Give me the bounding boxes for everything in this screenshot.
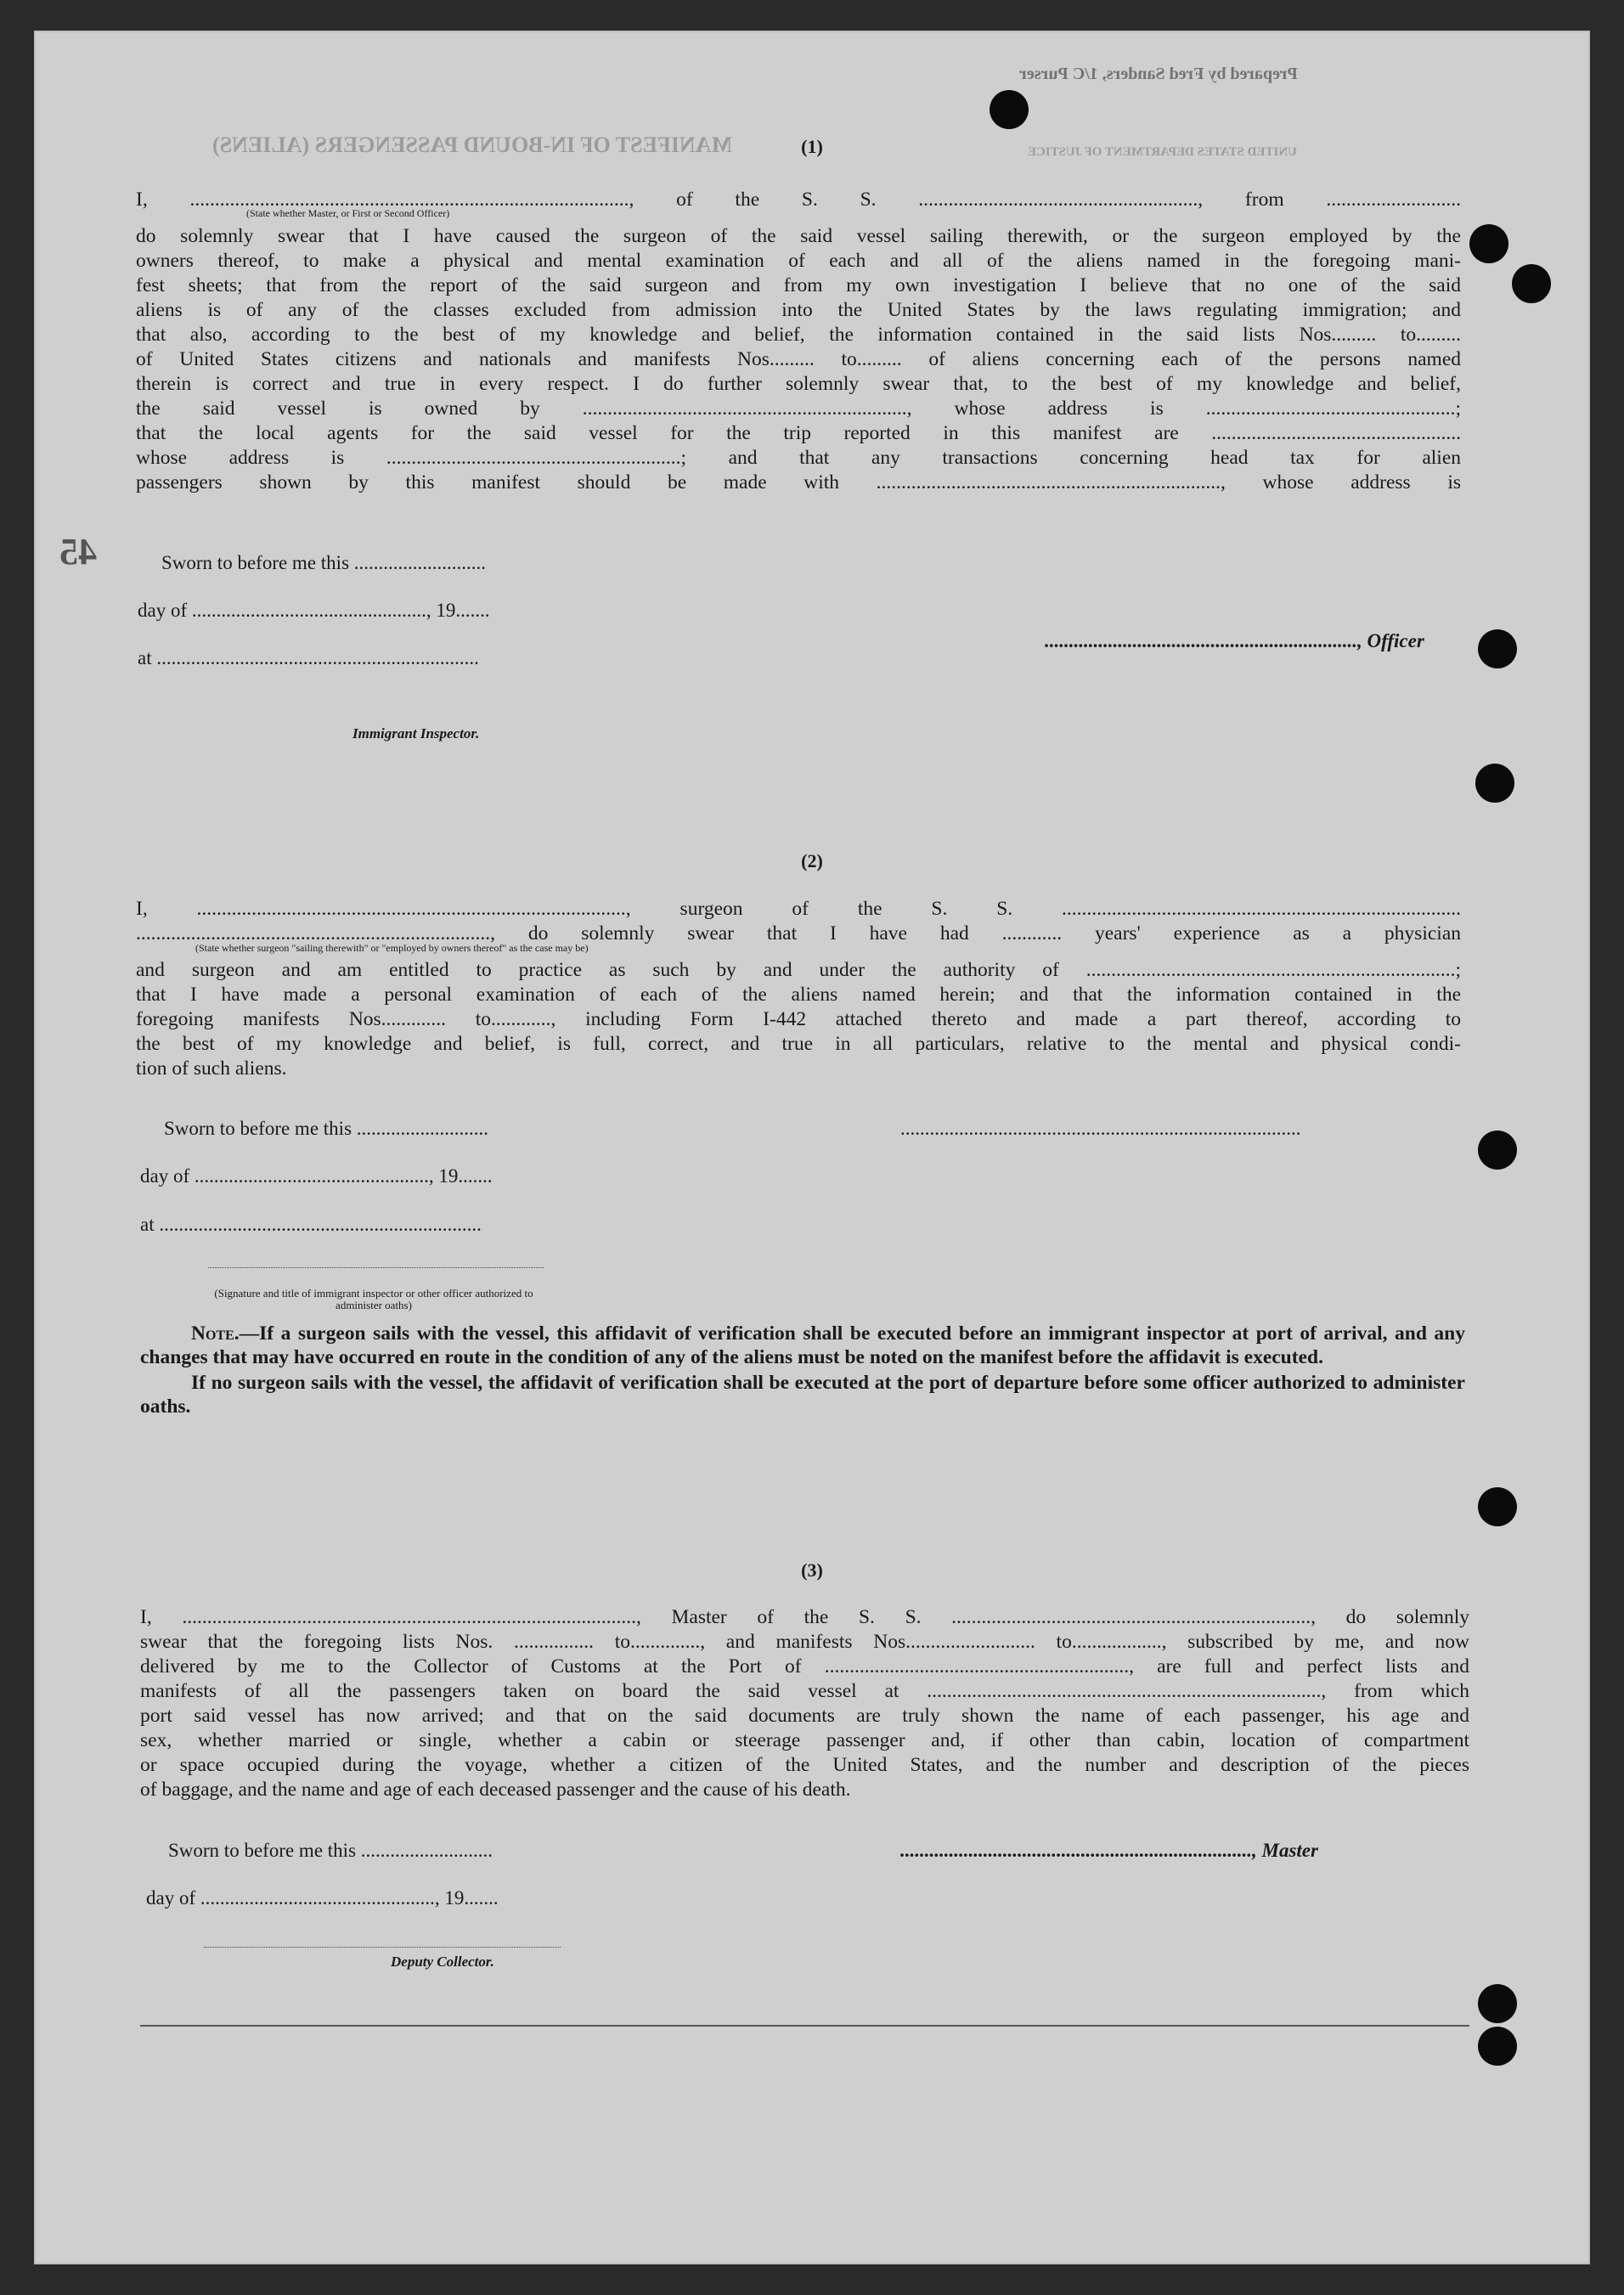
s2-line-3: and surgeon and am entitled to practice as such by and under the authority of ..........................................................................; (136, 959, 1461, 981)
punch-hole-2 (1469, 224, 1508, 263)
s2-line-4: that I have made a personal examination of each of the aliens named herein; and that the information contained in the (136, 984, 1461, 1006)
punch-hole-9 (1478, 2027, 1517, 2066)
note-paragraph-2: If no surgeon sails with the vessel, the affidavit of verification shall be executed at the port of departure before some officer authorized to administer oaths. (140, 1372, 1465, 1418)
s2-line-1: I, ......................................................................................, surgeon of the S. S. ................................................................................ (136, 898, 1461, 920)
s1-line-5: aliens is of any of the classes excluded from admission into the United States by the laws regulating immigration; and (136, 299, 1461, 321)
s2-line-5: foregoing manifests Nos............. to............, including Form I-442 attached thereto and made a part thereof, according to (136, 1008, 1461, 1030)
note-block (140, 1322, 1465, 1418)
s3-line-8: of baggage, and the name and age of each deceased passenger and the cause of his death. (140, 1779, 851, 1801)
punch-hole-6 (1478, 1131, 1517, 1170)
s3-master: ........................................................................, Master (900, 1840, 1318, 1861)
s2-sworn: Sworn to before me this ........................... (164, 1118, 489, 1139)
s3-line-7: or space occupied during the voyage, whether a citizen of the United States, and the number and description of the pieces (140, 1754, 1469, 1776)
note-label: Note. (191, 1322, 240, 1345)
section-1-number: (1) (801, 136, 823, 157)
section-3-number: (3) (801, 1559, 823, 1581)
punch-hole-3 (1512, 264, 1551, 303)
s3-line-5: port said vessel has now arrived; and that on the said documents are truly shown the name of each passenger, his age and (140, 1705, 1469, 1727)
s1-inspector-caption: Immigrant Inspector. (352, 725, 480, 742)
punch-hole-8 (1478, 1984, 1517, 2023)
s3-line-3: delivered by me to the Collector of Customs at the Port of ............................................................., are full and perfect lists and (140, 1655, 1469, 1678)
punch-hole-4 (1478, 629, 1517, 668)
s1-line-12: passengers shown by this manifest should be made with ....................................................................., whose address is (136, 471, 1461, 493)
s1-line-6: that also, according to the best of my knowledge and belief, the information contained in the said lists Nos......... to......... (136, 324, 1461, 346)
s1-line-2: do solemnly swear that I have caused the surgeon of the said vessel sailing therewith, or the surgeon employed by the (136, 225, 1461, 247)
section-3-text (140, 1605, 1469, 1802)
s2-day-of: day of ................................................, 19....... (140, 1165, 493, 1187)
section-2-text (136, 897, 1461, 1081)
bleed-purser: Prepared by Fred Sanders, 1/C Purser (1019, 65, 1298, 83)
punch-hole-7 (1478, 1487, 1517, 1526)
margin-number: 45 (59, 531, 97, 572)
s3-day-of: day of ................................................, 19....... (146, 1887, 499, 1909)
s1-day-of: day of ................................................, 19....... (138, 600, 490, 621)
punch-hole-5 (1475, 764, 1514, 803)
s2-sig-caption: (Signature and title of immigrant inspector or other officer authorized to administer oaths) (214, 1287, 533, 1311)
s3-line-4: manifests of all the passengers taken on board the said vessel at ..............................................................................., from which (140, 1680, 1469, 1702)
s2-sig-rule (208, 1267, 544, 1268)
section-2-number: (2) (801, 850, 823, 871)
s2-line-6: the best of my knowledge and belief, is full, correct, and true in all particulars, relative to the mental and physical condi- (136, 1033, 1461, 1055)
s2-at: at .................................................................. (140, 1214, 482, 1235)
s1-at: at .................................................................. (138, 647, 479, 668)
s1-line-10: that the local agents for the said vessel for the trip reported in this manifest are .................................................. (136, 422, 1461, 444)
section-1-text (136, 188, 1461, 495)
s1-line-9: the said vessel is owned by ................................................................., whose address is ..................................................; (136, 398, 1461, 420)
s2-caption: (State whether surgeon "sailing therewith" or "employed by owners thereof" as the case may be) (195, 942, 589, 954)
s3-line-2: swear that the foregoing lists Nos. ................ to.............., and manifests Nos.......................... to.................., subscribed by me, and now (140, 1631, 1469, 1653)
s1-caption: (State whether Master, or First or Second Officer) (246, 207, 450, 219)
s3-line-6: sex, whether married or single, whether a cabin or steerage passenger and, if other than cabin, location of compartment (140, 1729, 1469, 1751)
bleed-header-2: UNITED STATES DEPARTMENT OF JUSTICE (1028, 145, 1298, 159)
s2-sig-line: .................................................................................. (900, 1118, 1301, 1139)
s1-line-3: owners thereof, to make a physical and mental examination of each and all of the aliens named in the foregoing mani- (136, 250, 1461, 272)
bottom-rule (140, 2025, 1469, 2027)
bleed-header-1: MANIFEST OF IN-BOUND PASSENGERS (ALIENS) (212, 133, 733, 157)
s1-officer: ................................................................, Officer (1045, 630, 1424, 651)
s3-deputy-rule (204, 1947, 561, 1948)
s3-deputy-caption: Deputy Collector. (391, 1954, 494, 1970)
note-text: —If a surgeon sails with the vessel, this affidavit of verification shall be executed before an immigrant inspector at port of arrival, and any changes that may have occurred en route in the condition of any of the aliens must be noted on the manifest before the affidavit is executed. (140, 1322, 1465, 1368)
s3-sworn: Sworn to before me this ........................... (168, 1840, 493, 1861)
s1-line-11: whose address is ...........................................................; and that any transactions concerning head tax for alien (136, 447, 1461, 469)
s1-line-8: therein is correct and true in every respect. I do further solemnly swear that, to the best of my knowledge and belief, (136, 373, 1461, 395)
s3-line-1: I, ..........................................................................................., Master of the S. S. ........................................................................, do solemnly (140, 1606, 1469, 1628)
s1-sworn: Sworn to before me this ........................... (161, 552, 487, 573)
s1-line-7: of United States citizens and nationals and manifests Nos......... to......... of aliens concerning each of the persons named (136, 348, 1461, 370)
document-page (34, 31, 1590, 2264)
s2-line-7: tion of such aliens. (136, 1057, 287, 1080)
s2-line-2: ......................................................................., do solemnly swear that I have had ............ years' experience as a physician (136, 922, 1461, 945)
punch-hole-1 (990, 90, 1029, 129)
note-paragraph-1 (140, 1322, 1465, 1369)
s1-line-1: I, ........................................................................................, of the S. S. ........................................................, from ........................... (136, 189, 1461, 211)
s1-line-4: fest sheets; that from the report of the said surgeon and from my own investigation I believe that no one of the said (136, 274, 1461, 296)
